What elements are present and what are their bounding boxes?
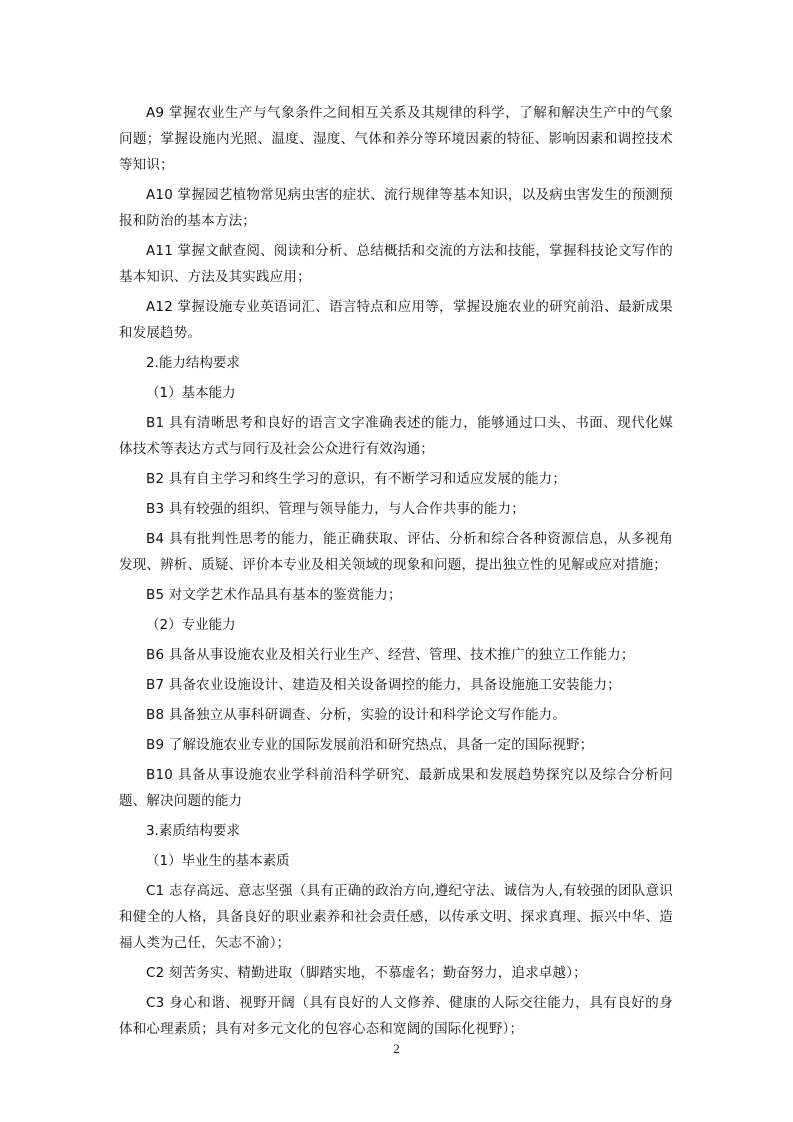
paragraph-a9: A9 掌握农业生产与气象条件之间相互关系及其规律的科学，了解和解决生产中的气象问题；掌握设施内光照、温度、湿度、气体和养分等环境因素的特征、影响因素和调控技术等知识； <box>119 105 673 173</box>
paragraph-b8: B8 具备独立从事科研调查、分析，实验的设计和科学论文写作能力。 <box>146 707 567 723</box>
subsection-heading-basic-ability: （1）基本能力 <box>146 385 236 401</box>
subsection-heading-professional-ability: （2）专业能力 <box>146 617 236 633</box>
page-content <box>119 100 673 1046</box>
paragraph-a11: A11 掌握文献查阅、阅读和分析、总结概括和交流的方法和技能，掌握科技论文写作的基本知识、方法及其实践应用； <box>119 243 673 285</box>
paragraph-c1: C1 志存高远、意志坚强（具有正确的政治方向,遵纪守法、诚信为人,有较强的团队意识和健全的人格，具备良好的职业素养和社会责任感，以传承文明、探求真理、振兴中华、造福人类为己任，矢志不渝）； <box>119 883 673 951</box>
paragraph-b3: B3 具有较强的组织、管理与领导能力，与人合作共事的能力； <box>146 501 525 517</box>
paragraph-b7: B7 具备农业设施设计、建造及相关设备调控的能力，具备设施施工安装能力； <box>146 677 621 693</box>
paragraph-b5: B5 对文学艺术作品具有基本的鉴赏能力； <box>146 587 402 603</box>
paragraph-c2: C2 刻苦务实、精勤进取（脚踏实地，不慕虚名；勤奋努力，追求卓越）； <box>146 965 587 981</box>
paragraph-a12: A12 掌握设施专业英语词汇、语言特点和应用等，掌握设施农业的研究前沿、最新成果和发展趋势。 <box>119 299 673 341</box>
page-number: 2 <box>393 1041 400 1056</box>
paragraph-b2: B2 具有自主学习和终生学习的意识，有不断学习和适应发展的能力； <box>146 471 567 487</box>
paragraph-b1: B1 具有清晰思考和良好的语言文字准确表述的能力，能够通过口头、书面、现代化媒体技术等表达方式与同行及社会公众进行有效沟通； <box>119 415 673 457</box>
paragraph-b6: B6 具备从事设施农业及相关行业生产、经营、管理、技术推广的独立工作能力； <box>146 647 635 663</box>
subsection-heading-basic-quality: （1）毕业生的基本素质 <box>146 853 290 869</box>
paragraph-b4: B4 具有批判性思考的能力，能正确获取、评估、分析和综合各种资源信息，从多视角发现、辨析、质疑、评价本专业及相关领域的现象和问题，提出独立性的见解或应对措施； <box>119 531 673 573</box>
paragraph-b9: B9 了解设施农业专业的国际发展前沿和研究热点，具备一定的国际视野； <box>146 737 594 753</box>
paragraph-a10: A10 掌握园艺植物常见病虫害的症状、流行规律等基本知识，以及病虫害发生的预测预报和防治的基本方法； <box>119 187 673 229</box>
paragraph-c3: C3 身心和谐、视野开阔（具有良好的人文修养、健康的人际交往能力，具有良好的身体和心理素质；具有对多元文化的包容心态和宽阔的国际化视野）； <box>119 995 673 1037</box>
section-heading-ability: 2.能力结构要求 <box>146 355 240 371</box>
section-heading-quality: 3.素质结构要求 <box>146 823 240 839</box>
paragraph-b10: B10 具备从事设施农业学科前沿科学研究、最新成果和发展趋势探究以及综合分析问题、解决问题的能力 <box>119 767 673 809</box>
